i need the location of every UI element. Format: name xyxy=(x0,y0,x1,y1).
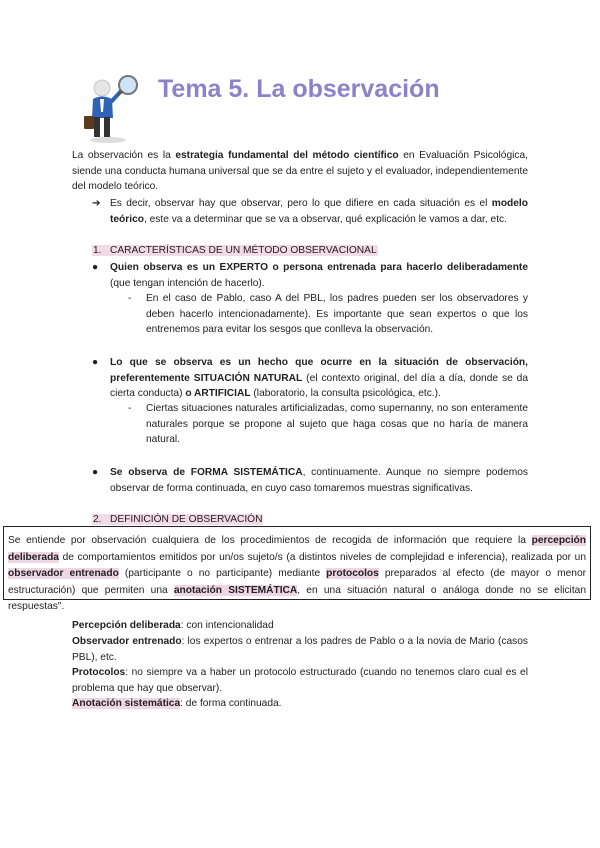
glossary-item: Percepción deliberada: con intencionalidad xyxy=(72,620,274,631)
person-magnifier-icon xyxy=(82,72,142,144)
sub-item: Ciertas situaciones naturales artificializadas, como supernanny, no son enteramente naturales porque se propone al sujeto que haga cosas que no haría de manera natural. xyxy=(146,403,528,445)
glossary-item: Observador entrenado: los expertos o entrenar a los padres de Pablo o a la novia de Mario (casos PBL), etc. xyxy=(72,636,528,663)
bullet-icon: ● xyxy=(92,262,99,273)
intro-paragraph: La observación es la estrategia fundamental del método científico en Evaluación Psicológica, siende una conducta humana universal que se da entre el sujeto y el evaluador, independientemente del modelo teórico. xyxy=(72,150,528,192)
dash-icon: - xyxy=(128,403,132,414)
list-item: Lo que se observa es un hecho que ocurre en la situación de observación, preferentemente SITUACIÓN NATURAL (el contexto original, del día a día, donde se da cierta conducta) o ARTIFICIAL (laboratorio, la consulta psicológica, etc.). xyxy=(110,357,529,399)
definition-box: Se entiende por observación cualquiera de los procedimientos de recogida de información que requiere la percepción deliberada de comportamientos emitidos por un/os sujeto/s (a distintos niveles de complejidad e inferencia), realizada por un observador entrenado (participante o no participante) mediante protocolos preparados al efecto (de mayor o menor estructuración) que permiten una anotación SISTEMÁTICA, en una situación natural o análoga donde no se elicitan respuestas". xyxy=(3,526,591,600)
section-1-heading: 1. CARACTERÍSTICAS DE UN MÉTODO OBSERVACIONAL xyxy=(93,245,377,256)
glossary-item: Protocolos: no siempre va a haber un protocolo estructurado (cuando no tenemos claro cual es el problema que hay que observar). xyxy=(72,667,528,694)
list-item: Se observa de FORMA SISTEMÁTICA, continuamente. Aunque no siempre podemos observar de forma continuada, en cuyo caso tomaremos muestras significativas. xyxy=(110,467,528,494)
arrow-item: Es decir, observar hay que observar, pero lo que difiere en cada situación es el modelo teórico, este va a determinar que se va a observar, qué explicación le vamos a dar, etc. xyxy=(110,198,528,225)
glossary-item: Anotación sistemática: de forma continuada. xyxy=(72,698,282,709)
sub-item: En el caso de Pablo, caso A del PBL, los padres pueden ser los observadores y deben hacerlo intencionadamente). Es importante que sean expertos o que los entrenemos para evitar los sesgos que conlleva la observación. xyxy=(146,293,528,335)
page-title: Tema 5. La observación xyxy=(158,75,440,103)
arrow-icon: ➔ xyxy=(92,198,101,209)
section-2-heading: 2. DEFINICIÓN DE OBSERVACIÓN xyxy=(93,514,263,525)
bullet-icon: ● xyxy=(92,357,99,368)
bullet-icon: ● xyxy=(92,467,99,478)
dash-icon: - xyxy=(128,293,132,304)
list-item: Quien observa es un EXPERTO o persona entrenada para hacerlo deliberadamente (que tengan intención de hacerlo). xyxy=(110,262,528,289)
